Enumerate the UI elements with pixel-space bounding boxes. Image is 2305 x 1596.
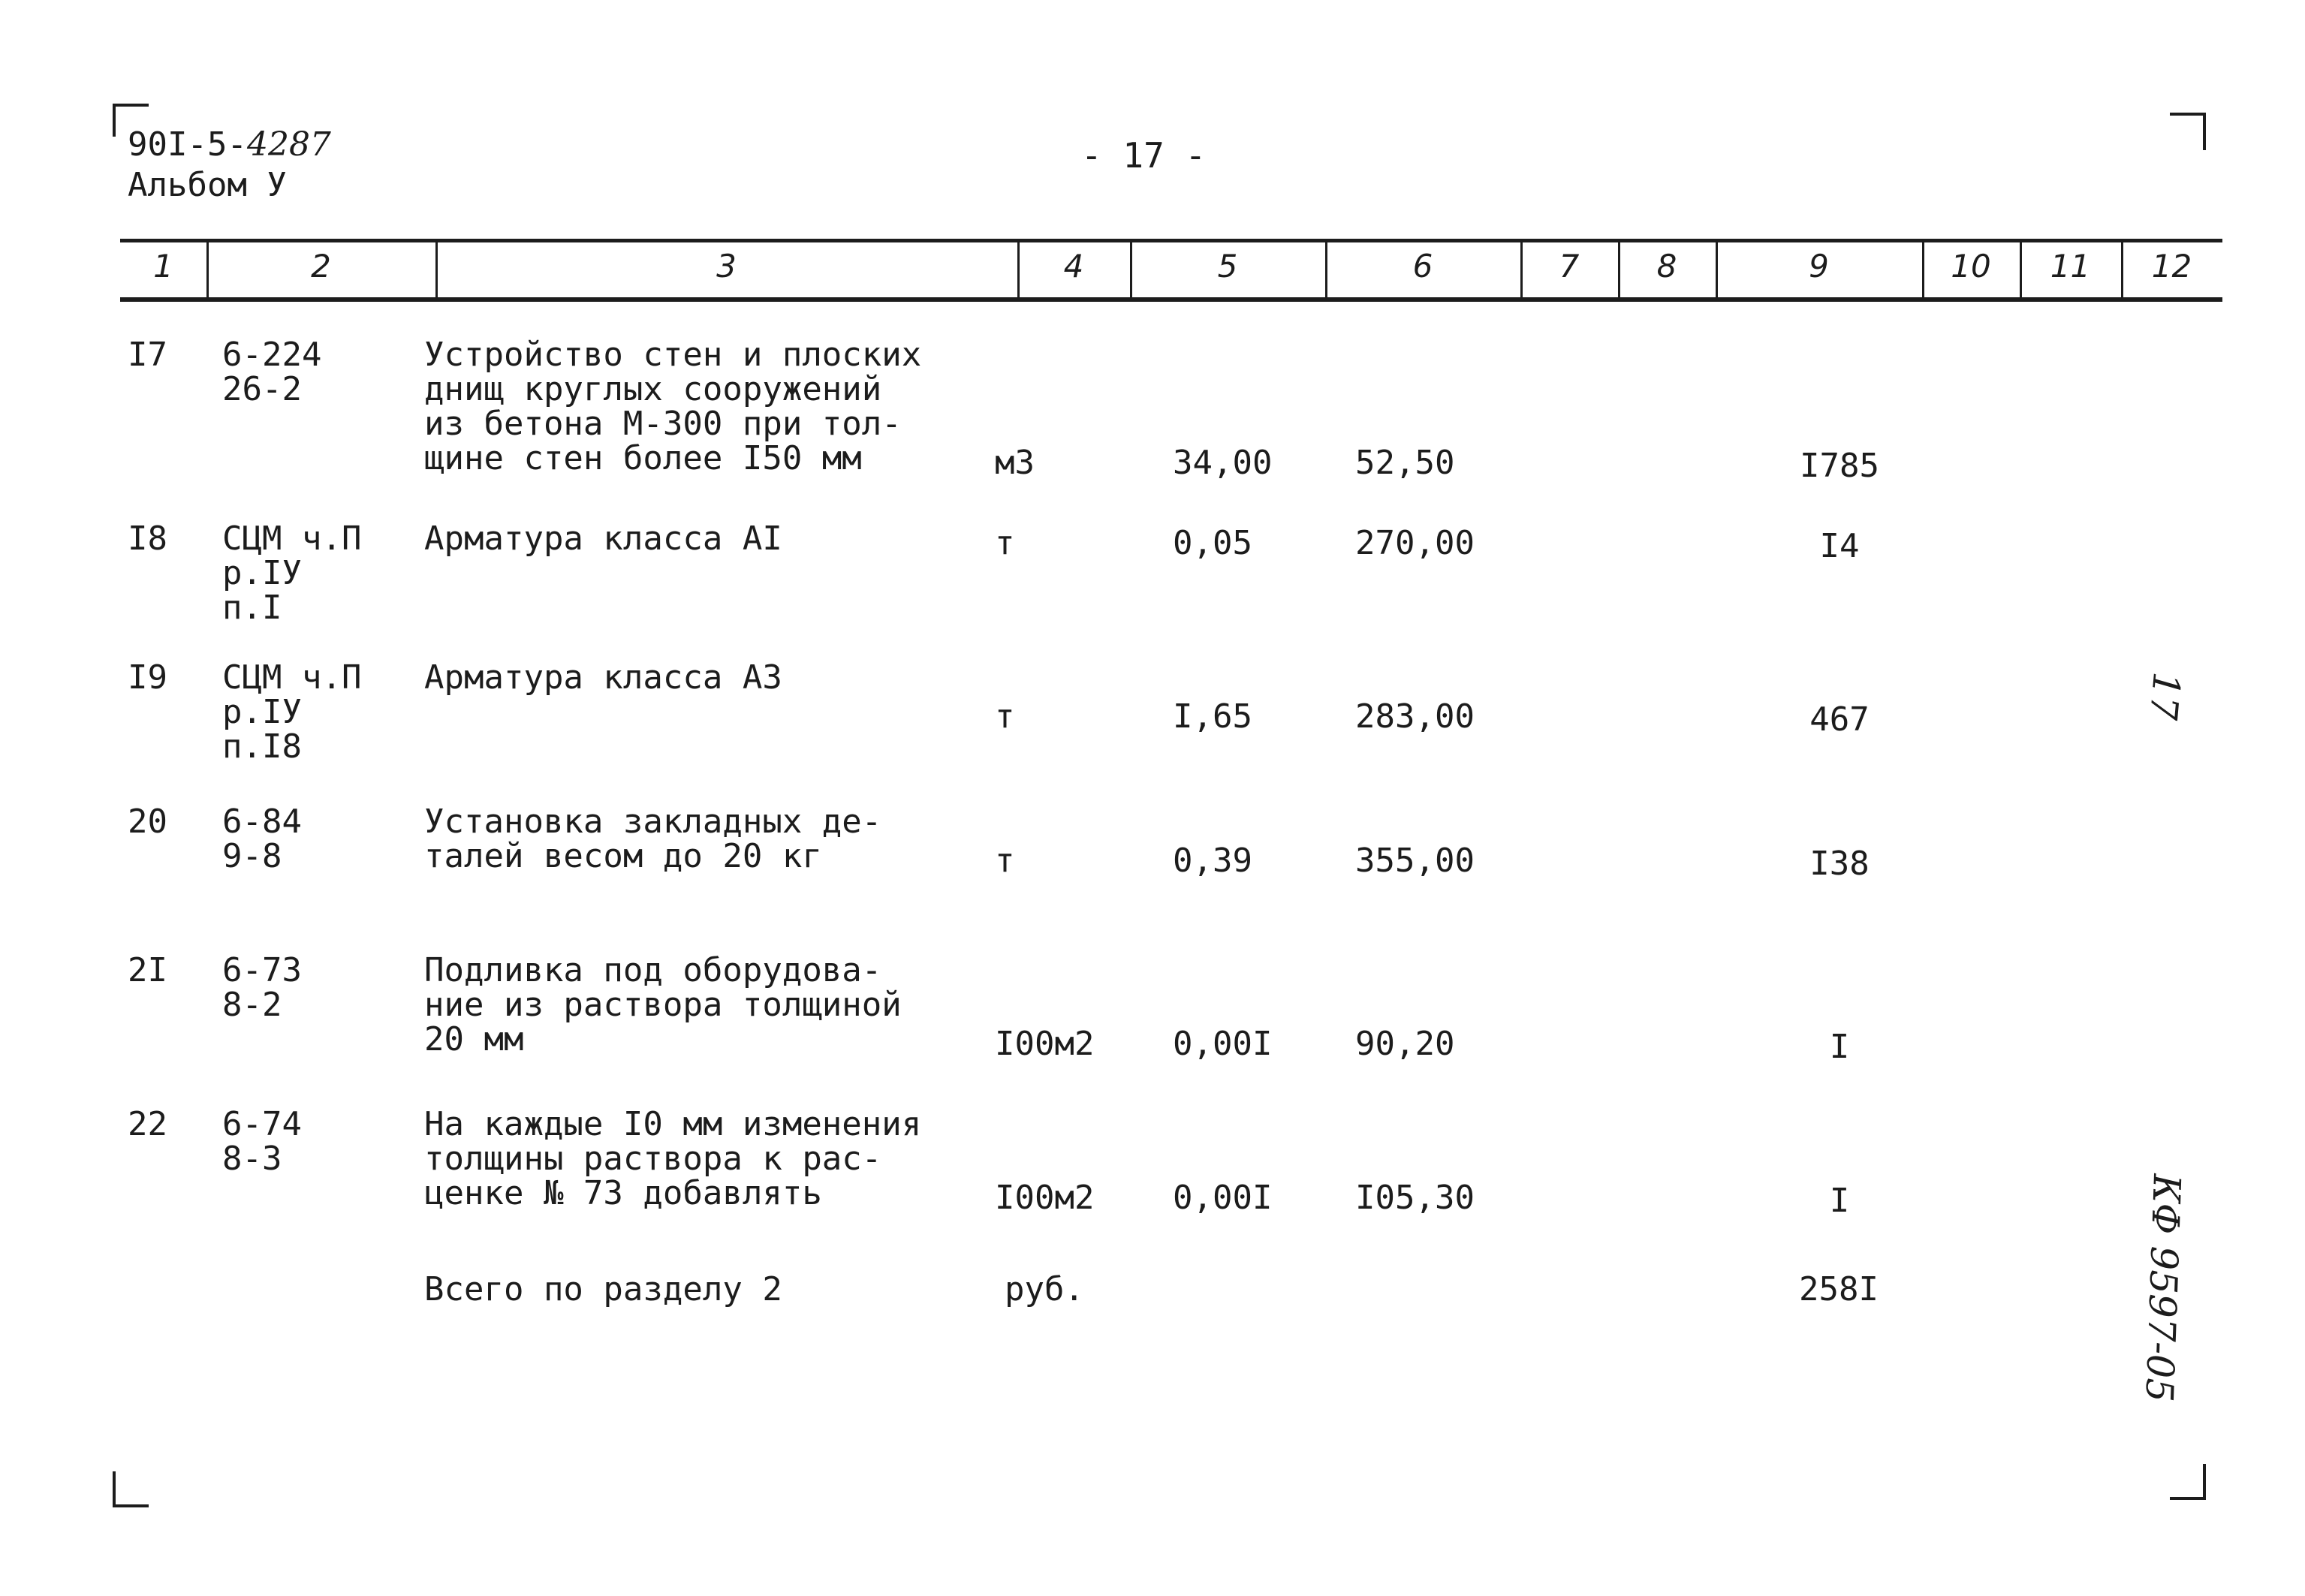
rate-code-line: 6-74 [222,1105,302,1143]
column-number-2: 2 [311,248,331,285]
column-divider [435,240,438,300]
work-description-line: На каждые I0 мм изменения [424,1105,922,1143]
column-number-4: 4 [1063,248,1084,285]
side-document-code: КФ 9597-05 [2137,1173,2189,1403]
total-cost: I785 [1800,447,1879,485]
unit-price: 355,00 [1355,842,1475,880]
unit-price: 270,00 [1355,524,1475,562]
unit: т [995,697,1015,736]
rate-code-line: СЦМ ч.П [222,519,362,558]
column-number-12: 12 [2151,248,2192,285]
column-number-1: 1 [153,248,173,285]
summary-total: 258I [1799,1270,1879,1308]
rate-code-line: 8-3 [222,1140,282,1178]
column-divider [1130,240,1132,300]
rate-code-line: 6-73 [222,951,302,989]
column-number-9: 9 [1809,248,1829,285]
work-description-line: талей весом до 20 кг [424,837,822,875]
side-page-mark: 17 [2141,670,2189,722]
column-number-3: 3 [716,248,737,285]
row-number: 2I [128,951,167,989]
column-divider [1922,240,1924,300]
total-cost: I38 [1809,845,1870,883]
total-cost: I [1829,1182,1850,1220]
unit: м3 [995,444,1035,482]
column-number-5: 5 [1217,248,1238,285]
rate-code-line: СЦМ ч.П [222,658,362,697]
total-cost: I [1829,1028,1850,1066]
unit: I00м2 [995,1179,1095,1217]
page-number: - 17 - [1081,135,1207,176]
rate-code-line: р.IУ [222,554,302,592]
rate-code-line: п.I8 [222,727,302,766]
column-divider [206,240,209,300]
unit: т [995,524,1015,562]
column-divider [2020,240,2022,300]
work-description-line: ценке № 73 добавлять [424,1174,822,1212]
rate-code-line: 6-224 [222,336,322,374]
quantity: I,65 [1173,697,1252,736]
unit-price: 283,00 [1355,697,1475,736]
corner-mark-top-right [2170,113,2206,150]
document-code-prefix: 90I-5- [128,125,247,164]
rate-code-line: 26-2 [222,370,302,408]
summary-label: Всего по разделу 2 [424,1270,782,1308]
document-code-handwritten: 4287 [246,125,331,164]
work-description-line: Установка закладных де- [424,803,882,841]
work-description-line: Подливка под оборудова- [424,951,882,989]
work-description-line: из бетона М-300 при тол- [424,405,902,443]
rate-code-line: 9-8 [222,837,282,875]
column-divider [1520,240,1523,300]
unit: т [995,842,1015,880]
corner-mark-bottom-right [2170,1464,2206,1500]
quantity: 0,39 [1173,842,1252,880]
row-number: I8 [128,519,167,558]
work-description-line: 20 мм [424,1020,524,1058]
work-description-line: щине стен более I50 мм [424,439,862,477]
column-divider [1618,240,1620,300]
document-code [128,126,331,164]
album-label: Альбом У [128,166,287,204]
total-cost: 467 [1809,700,1870,739]
unit: I00м2 [995,1025,1095,1063]
total-cost: I4 [1819,527,1860,565]
work-description-line: Арматура класса А3 [424,658,782,697]
rate-code-line: р.IУ [222,693,302,731]
work-description-line: толщины раствора к рас- [424,1140,882,1178]
column-divider [1716,240,1718,300]
work-description-line: ние из раствора толщиной [424,986,902,1024]
row-number: 20 [128,803,167,841]
unit-price: I05,30 [1355,1179,1475,1217]
unit-price: 90,20 [1355,1025,1455,1063]
column-divider [2121,240,2123,300]
quantity: 0,05 [1173,524,1252,562]
row-number: I7 [128,336,167,374]
rate-code-line: 6-84 [222,803,302,841]
column-number-8: 8 [1656,248,1677,285]
quantity: 0,00I [1173,1179,1273,1217]
column-number-6: 6 [1412,248,1433,285]
summary-unit: руб. [1005,1270,1084,1308]
work-description-line: Устройство стен и плоских [424,336,922,374]
quantity: 0,00I [1173,1025,1273,1063]
row-number: 22 [128,1105,167,1143]
corner-mark-bottom-left [113,1471,149,1507]
work-description-line: Арматура класса АI [424,519,782,558]
column-divider [1325,240,1327,300]
column-number-11: 11 [2050,248,2091,285]
column-number-10: 10 [1951,248,1991,285]
unit-price: 52,50 [1355,444,1455,482]
quantity: 34,00 [1173,444,1273,482]
column-number-7: 7 [1559,248,1580,285]
column-divider [1017,240,1020,300]
rate-code-line: 8-2 [222,986,282,1024]
work-description-line: днищ круглых сооружений [424,370,882,408]
row-number: I9 [128,658,167,697]
rate-code-line: п.I [222,589,282,627]
